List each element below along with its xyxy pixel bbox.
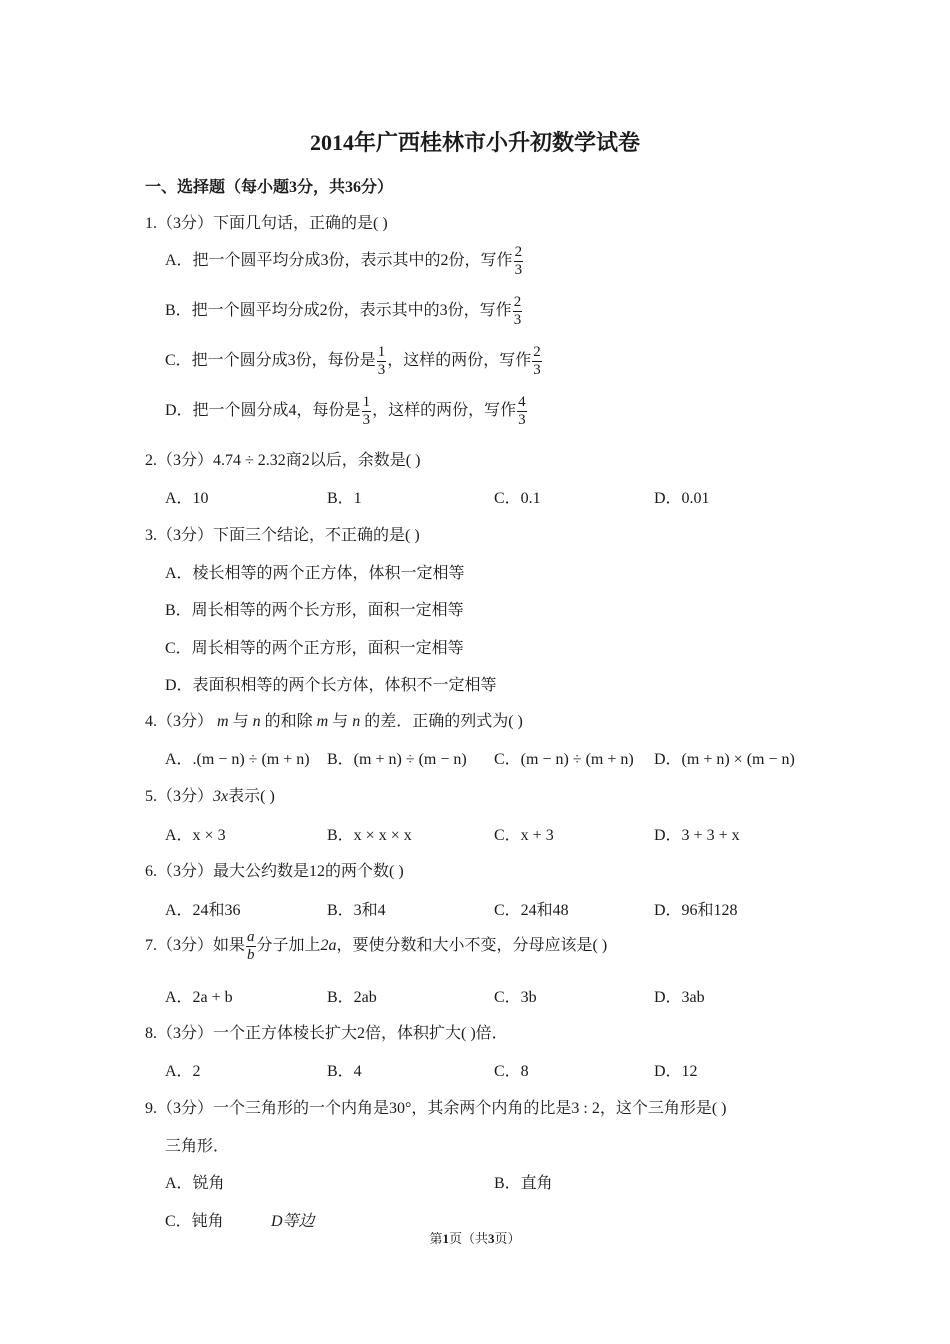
question-2-option-a: A．10: [165, 490, 209, 507]
question-1-option-d: D．把一个圆分成4，每份是 $\frac{1}{3}$ ，这样的两份，写作 $\frac{4}{3}$: [165, 394, 526, 428]
question-9-option-c: C．钝角: [165, 1213, 224, 1230]
question-2-option-b: B．1: [327, 490, 362, 507]
question-4-option-d: D．(m + n) × (m − n): [654, 751, 795, 768]
question-7-option-a: A．2a + b: [165, 989, 233, 1006]
question-3-option-a: A．棱长相等的两个正方体，体积一定相等: [165, 565, 465, 582]
question-7-stem: 7.（3分）如果 $\frac{a}{b}$ 分子加上2a，要使分数和大小不变，分母应该是( ): [145, 929, 608, 963]
question-3-option-c: C．周长相等的两个正方形，面积一定相等: [165, 640, 464, 657]
question-8-option-a: A．2: [165, 1063, 201, 1080]
fraction: $\frac{1}{3}$: [377, 344, 386, 378]
question-9-stem-continued: 三角形．: [165, 1138, 230, 1155]
fraction: $\frac{2}{3}$: [533, 344, 541, 378]
question-8-option-b: B．4: [327, 1063, 362, 1080]
question-5-option-d: D．3 + 3 + x: [654, 827, 740, 844]
question-7-option-b: B．2ab: [327, 989, 377, 1006]
question-4-option-a: A．.(m − n) ÷ (m + n): [165, 751, 310, 768]
question-1-option-b: B．把一个圆平均分成2份，表示其中的3份，写作 $\frac{2}{3}$: [165, 294, 522, 328]
page-footer: 第1页（共3页）: [429, 1231, 521, 1246]
question-2-stem: 2.（3分）4.74 ÷ 2.32商2以后，余数是( ): [145, 452, 421, 469]
question-8-option-c: C．8: [494, 1063, 529, 1080]
question-1-option-a: A．把一个圆平均分成3份，表示其中的2份，写作 $\frac{2}{3}$: [165, 244, 523, 278]
question-6-option-c: C．24和48: [494, 902, 569, 919]
question-5-option-a: A．x × 3: [165, 827, 226, 844]
fraction: $\frac{1}{3}$: [362, 394, 371, 428]
question-3-option-d: D．表面积相等的两个长方体，体积不一定相等: [165, 677, 497, 694]
fraction: $\frac{2}{3}$: [514, 244, 523, 278]
question-8-option-d: D．12: [654, 1063, 698, 1080]
question-5-option-c: C．x + 3: [494, 827, 554, 844]
question-5-stem: 5.（3分）3x表示( ): [145, 788, 275, 805]
question-6-option-a: A．24和36: [165, 902, 241, 919]
question-3-option-b: B．周长相等的两个长方形，面积一定相等: [165, 602, 464, 619]
question-6-option-b: B．3和4: [327, 902, 386, 919]
question-4-stem: 4.（3分） m 与 n 的和除 m 与 n 的差．正确的列式为( ): [145, 713, 523, 730]
question-2-option-d: D．0.01: [654, 490, 710, 507]
question-7-option-c: C．3b: [494, 989, 537, 1006]
question-1-option-c: C．把一个圆分成3份，每份是 $\frac{1}{3}$ ，这样的两份，写作 $\frac{2}{3}$: [165, 344, 541, 378]
question-1-stem: 1.（3分）下面几句话，正确的是( ): [145, 215, 388, 232]
question-9-option-d: D等边: [271, 1213, 315, 1230]
question-7-option-d: D．3ab: [654, 989, 705, 1006]
question-2-option-c: C．0.1: [494, 490, 541, 507]
section-heading: 一、选择题（每小题3分，共36分）: [145, 179, 394, 196]
question-3-stem: 3.（3分）下面三个结论，不正确的是( ): [145, 527, 420, 544]
question-4-option-c: C．(m − n) ÷ (m + n): [494, 751, 634, 768]
fraction: $\frac{a}{b}$: [247, 929, 255, 963]
question-9-stem: 9.（3分）一个三角形的一个内角是30°，其余两个内角的比是3 : 2，这个三角形是( ): [145, 1100, 727, 1117]
page-title: 2014年广西桂林市小升初数学试卷: [309, 130, 640, 155]
question-5-option-b: B．x × x × x: [327, 827, 412, 844]
fraction: $\frac{4}{3}$: [518, 394, 526, 428]
question-8-stem: 8.（3分）一个正方体棱长扩大2倍，体积扩大( )倍．: [145, 1025, 508, 1042]
question-4-option-b: B．(m + n) ÷ (m − n): [327, 751, 467, 768]
question-6-stem: 6.（3分）最大公约数是12的两个数( ): [145, 863, 404, 880]
question-9-option-a: A．锐角: [165, 1175, 225, 1192]
question-9-option-b: B．直角: [494, 1175, 553, 1192]
question-6-option-d: D．96和128: [654, 902, 738, 919]
fraction: $\frac{2}{3}$: [513, 294, 522, 328]
